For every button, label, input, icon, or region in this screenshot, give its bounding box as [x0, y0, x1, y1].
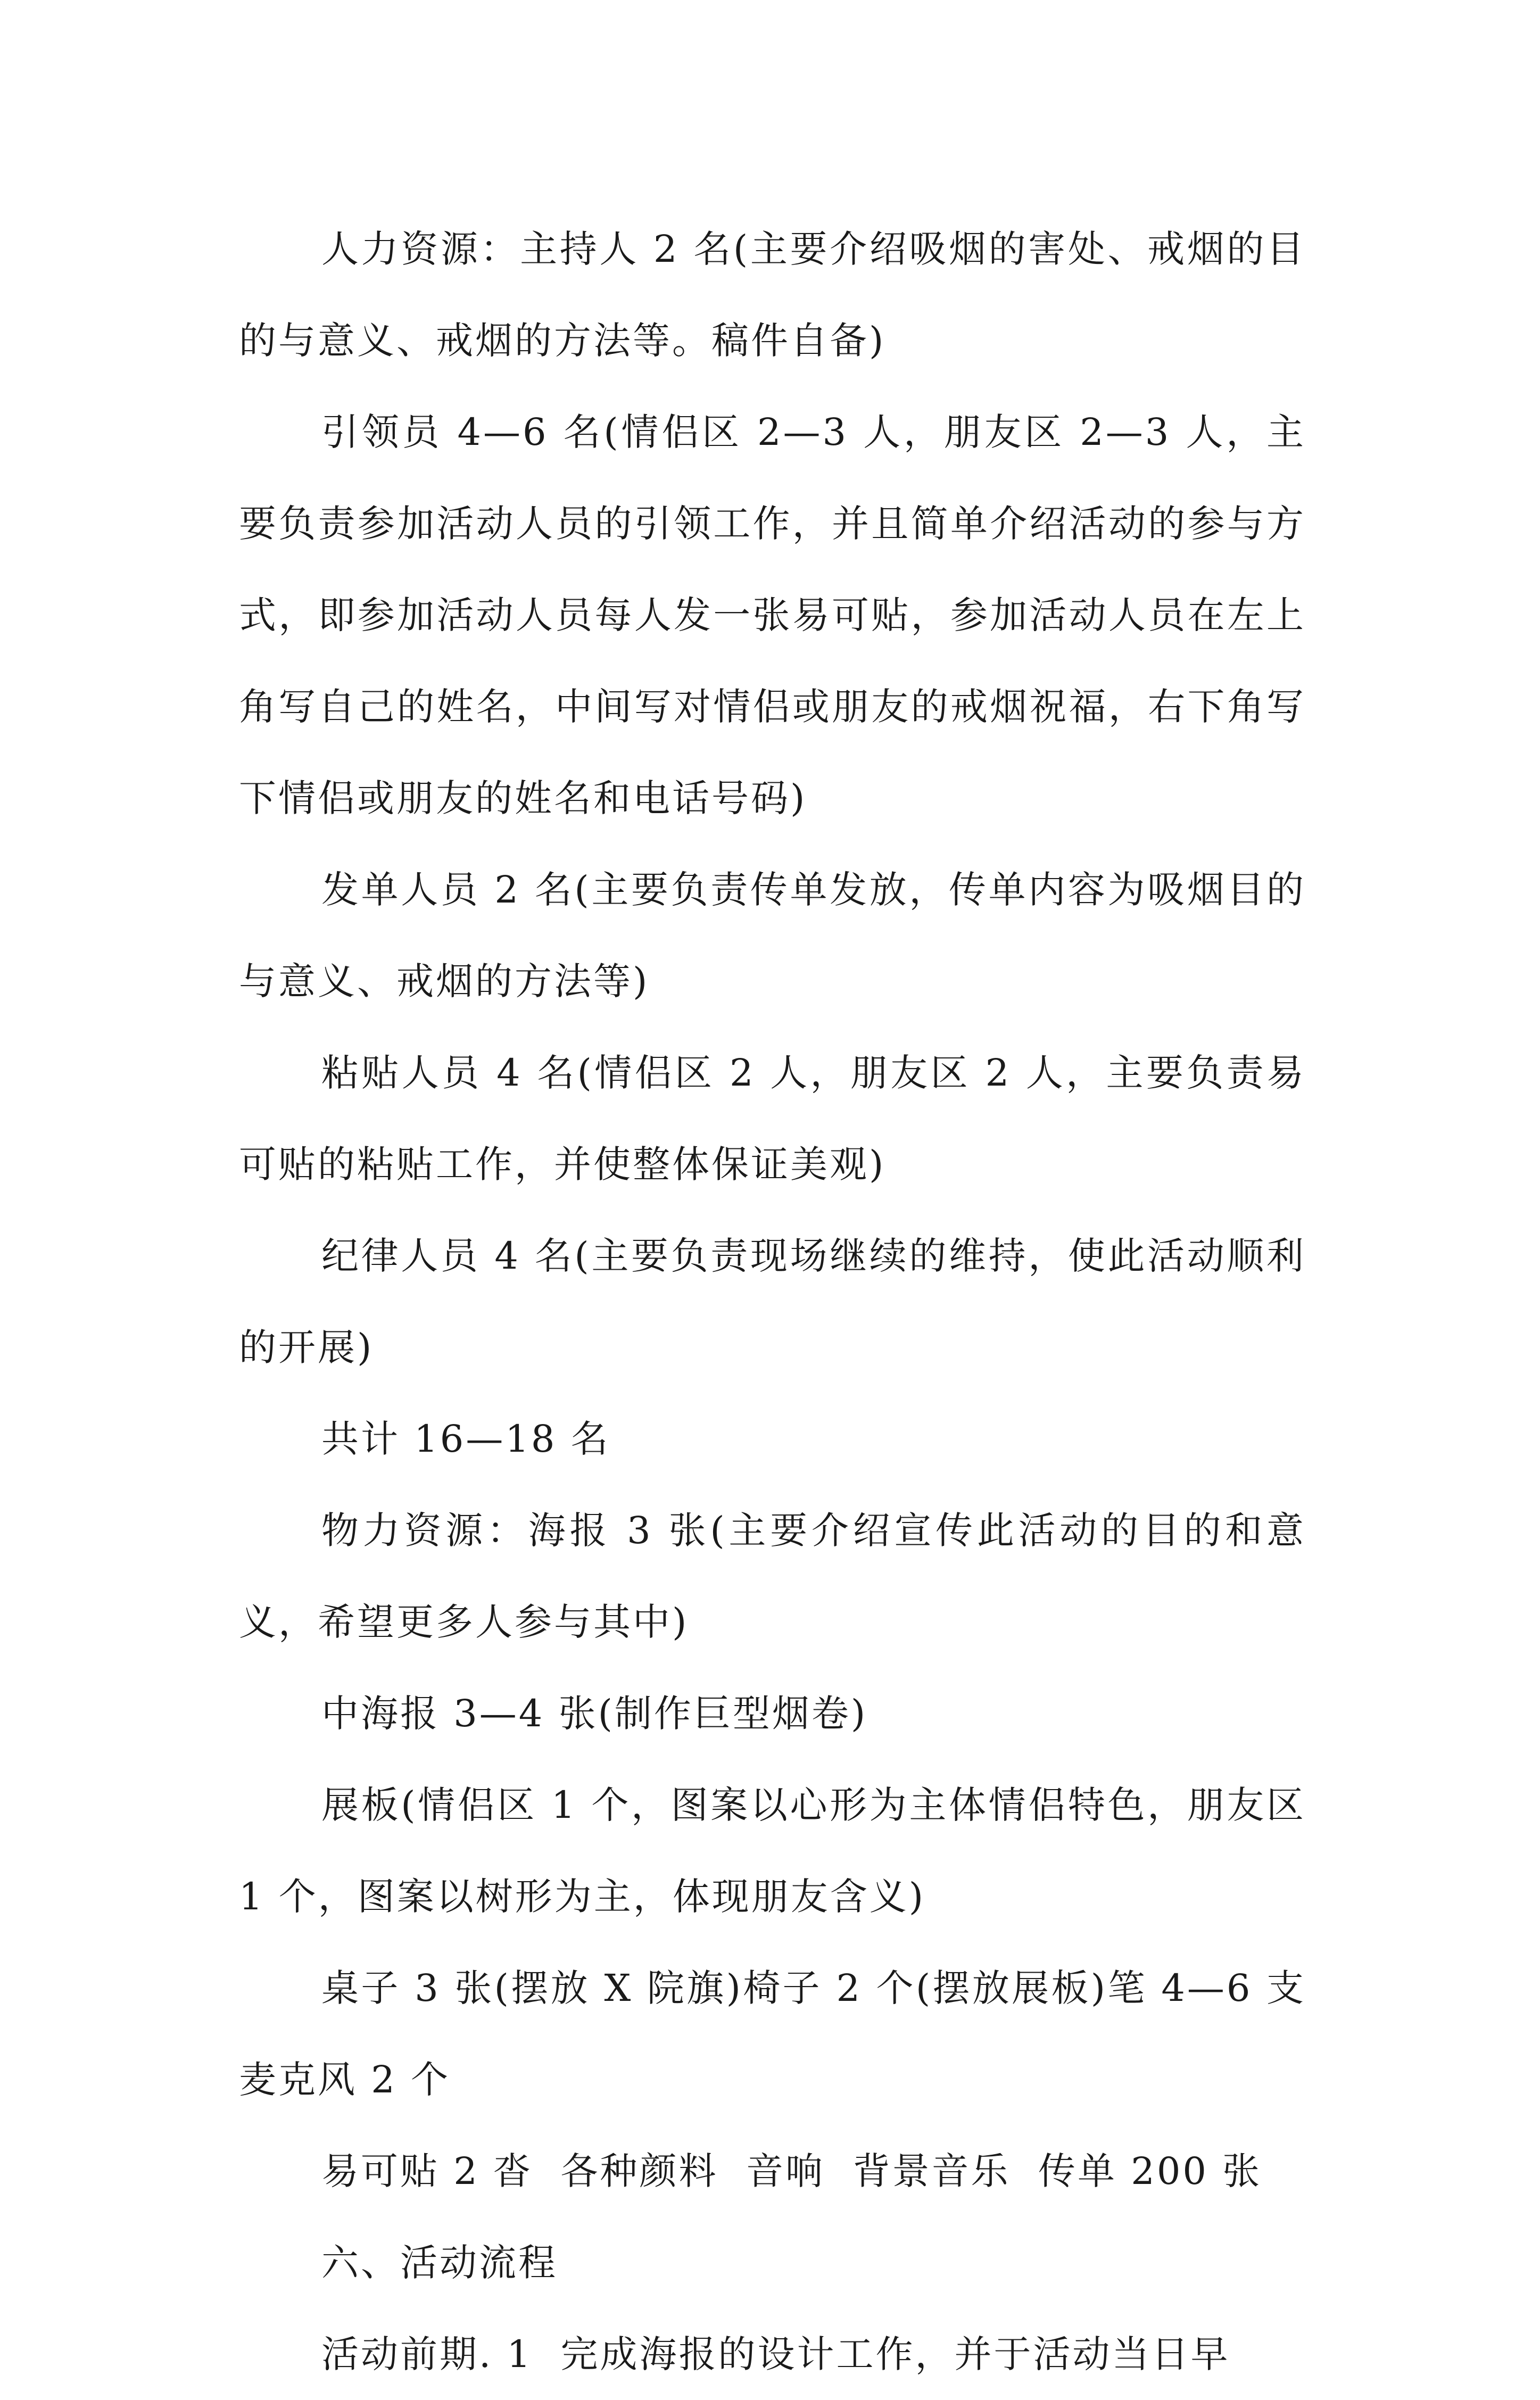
- paragraph-furniture: 桌子 3 张(摆放 X 院旗)椅子 2 个(摆放展板)笔 4—6 支麦克风 2 个: [239, 1966, 1306, 2101]
- paragraph-total: 共计 16—18 名: [321, 1417, 610, 1461]
- paragraph-supplies: 易可贴 2 沓 各种颜料 音响 背景音乐 传单 200 张: [321, 2149, 1262, 2193]
- paragraph-guides: 引领员 4—6 名(情侣区 2—3 人，朋友区 2—3 人，主要负责参加活动人员的引领工作，并且简单介绍活动的参与方式，即参加活动人员每人发一张易可贴，参加活动人员在左上角写自己的姓名，中间写对情侣或朋友的戒烟祝福，右下角写下情侣或朋友的姓名和电话号码): [239, 410, 1306, 820]
- paragraph-flyer-staff: 发单人员 2 名(主要负责传单发放，传单内容为吸烟目的与意义、戒烟的方法等): [239, 868, 1306, 1003]
- paragraph-medium-posters: 中海报 3—4 张(制作巨型烟卷): [321, 1692, 868, 1735]
- section-heading-activity-process: 六、活动流程: [321, 2241, 558, 2285]
- paragraph-posting-staff: 粘贴人员 4 名(情侣区 2 人，朋友区 2 人，主要负责易可贴的粘贴工作，并使整体保证美观): [239, 1051, 1306, 1186]
- paragraph-display-boards: 展板(情侣区 1 个，图案以心形为主体情侣特色，朋友区 1 个，图案以树形为主，体现朋友含义): [239, 1783, 1320, 1918]
- paragraph-discipline-staff: 纪律人员 4 名(主要负责现场继续的维持，使此活动顺利的开展): [239, 1234, 1306, 1369]
- paragraph-pre-activity: 活动前期. 1 完成海报的设计工作，并于活动当日早: [321, 2332, 1230, 2376]
- paragraph-human-resources: 人力资源：主持人 2 名(主要介绍吸烟的害处、戒烟的目的与意义、戒烟的方法等。稿件自备): [239, 227, 1306, 362]
- document-body: [239, 203, 1320, 2400]
- paragraph-material-resources: 物力资源：海报 3 张(主要介绍宣传此活动的目的和意义，希望更多人参与其中): [239, 1509, 1306, 1644]
